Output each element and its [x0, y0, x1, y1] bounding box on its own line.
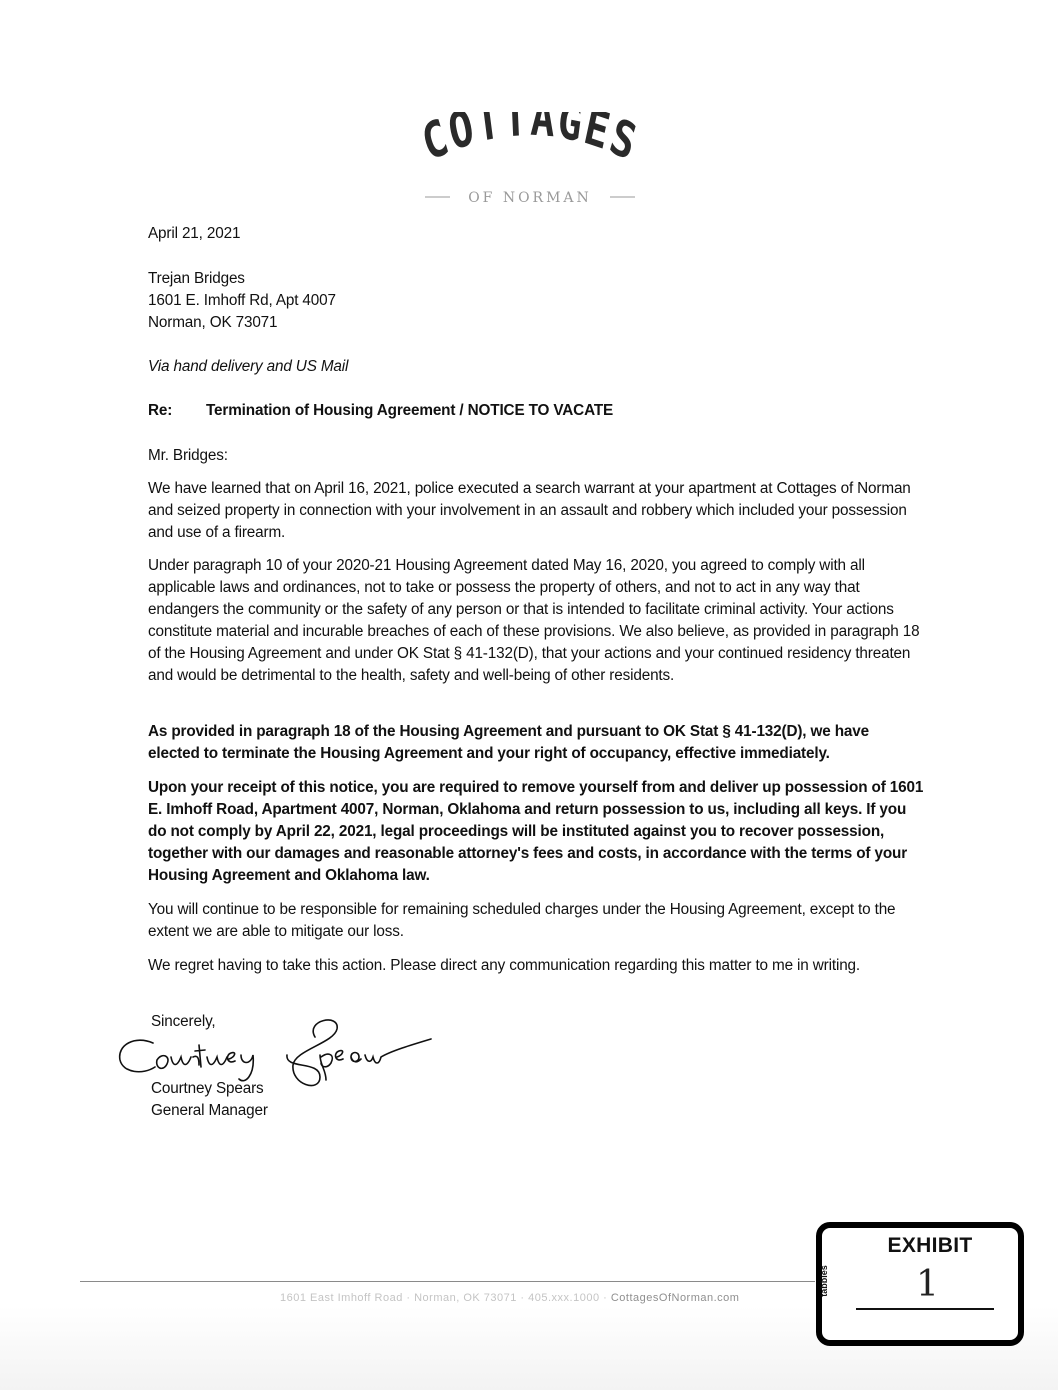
signer-name: Courtney Spears — [151, 1080, 264, 1097]
recipient-name: Trejan Bridges — [148, 270, 245, 287]
paragraph-5: You will continue to be responsible for remaining scheduled charges under the Housing Agreement, except to the extent we are able to mitigate our loss. — [148, 901, 896, 940]
re-label: Re: — [148, 402, 173, 419]
recipient-block — [148, 268, 336, 334]
paragraph-1: We have learned that on April 16, 2021, police executed a search warrant at your apartment at Cottages of Norman and seized property in connection with your involvement in an assault and robbery which included your possession and use of a firearm. — [148, 480, 911, 541]
delivery-method: Via hand delivery and US Mail — [148, 358, 349, 375]
re-line — [148, 400, 613, 422]
paragraph-3: As provided in paragraph 18 of the Housing Agreement and pursuant to OK Stat § 41-132(D), we have elected to terminate the Housing Agreement and your right of occupancy, effective immediately. — [148, 723, 869, 762]
footer-divider — [80, 1281, 815, 1282]
cottages-logo-graphic — [400, 112, 660, 212]
footer — [280, 1292, 739, 1304]
logo-sub: OF NORMAN — [468, 190, 592, 206]
exhibit-sticker — [816, 1222, 1024, 1346]
recipient-address-line1: 1601 E. Imhoff Rd, Apt 4007 — [148, 292, 336, 309]
footer-address: 1601 East Imhoff Road · Norman, OK 73071 · 405.xxx.1000 · — [280, 1292, 608, 1304]
logo-brand: COTTAGES — [415, 112, 645, 173]
exhibit-underline — [856, 1308, 994, 1310]
valediction: Sincerely, — [151, 1013, 216, 1030]
exhibit-brand: tabbies — [818, 1265, 829, 1297]
letter-date: April 21, 2021 — [148, 225, 241, 242]
paragraph-4: Upon your receipt of this notice, you are required to remove yourself from and deliver up possession of 1601 E. Imhoff Road, Apartment 4007, Norman, Oklahoma and return possession to us, including all keys. If you do not comply by April 22, 2021, legal proceedings will be instituted against you to recover possession, together with our damages and reasonable attorney's fees and costs, in accordance with the terms of your Housing Agreement and Oklahoma law. — [148, 779, 924, 884]
signer-title: General Manager — [151, 1102, 268, 1119]
paragraph-6: We regret having to take this action. Please direct any communication regarding this matter to me in writing. — [148, 957, 861, 974]
footer-website: CottagesOfNorman.com — [610, 1292, 740, 1304]
letterhead-logo — [400, 112, 660, 212]
recipient-address-line2: Norman, OK 73071 — [148, 314, 278, 331]
svg-text:COTTAGES — [416, 112, 645, 173]
salutation: Mr. Bridges: — [148, 447, 228, 464]
exhibit-number: 1 — [916, 1264, 939, 1305]
signer-block — [151, 1078, 268, 1122]
paragraph-2: Under paragraph 10 of your 2020-21 Housing Agreement dated May 16, 2020, you agreed to comply with all applicable laws and ordinances, not to take or possess the property of others, and not to act in any way that endangers the community or the safety of any person or that is intended to facilitate criminal activity. Your actions constitute material and incurable breaches of each of these provisions. We also believe, as provided in paragraph 18 of the Housing Agreement and under OK Stat § 41-132(D), that your actions and your continued residency threaten and would be detrimental to the health, safety and well-being of other residents. — [148, 557, 920, 684]
re-subject: Termination of Housing Agreement / NOTICE TO VACATE — [206, 402, 614, 419]
exhibit-label: EXHIBIT — [887, 1234, 973, 1257]
